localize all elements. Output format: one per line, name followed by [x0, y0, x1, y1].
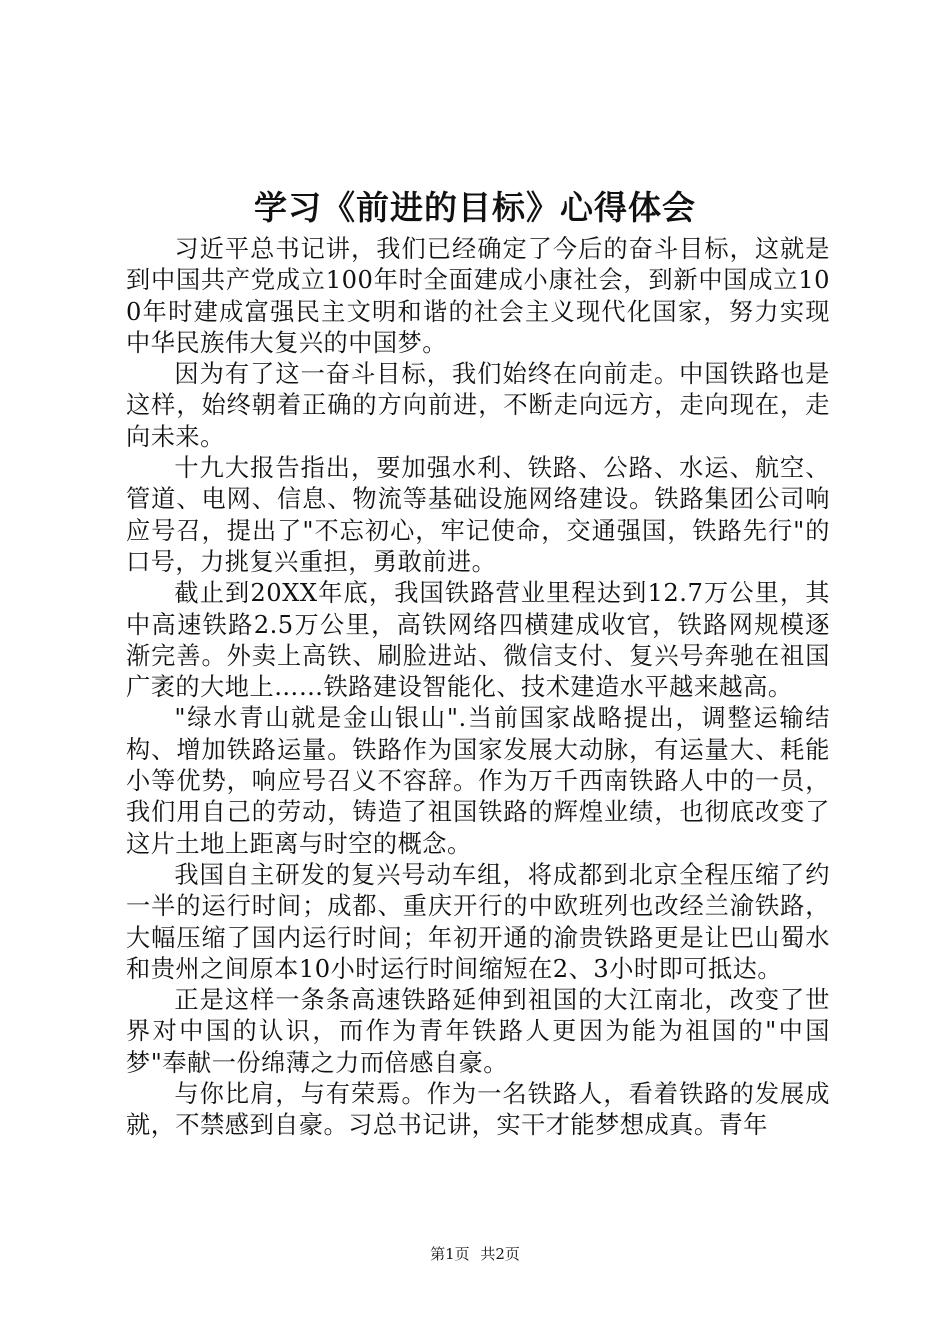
- paragraph: 习近平总书记讲，我们已经确定了今后的奋斗目标，这就是到中国共产党成立100年时全面建成小康社会，到新中国成立100年时建成富强民主文明和谐的社会主义现代化国家，努力实现中华民族伟大复兴的中国梦。: [126, 235, 830, 357]
- document-body: [126, 234, 830, 1142]
- paragraph: 截止到20XX年底，我国铁路营业里程达到12.7万公里，其中高速铁路2.5万公里，高铁网络四横建成收官，铁路网规模逐渐完善。外卖上高铁、刷脸进站、微信支付、复兴号奔驰在祖国广袤的大地上……铁路建设智能化、技术建造水平越来越高。: [126, 579, 830, 702]
- document-title: 学习《前进的目标》心得体会: [254, 188, 696, 227]
- paragraph: 与你比肩，与有荣焉。作为一名铁路人，看着铁路的发展成就，不禁感到自豪。习总书记讲，实干才能梦想成真。青年: [126, 1080, 830, 1140]
- page-footer: [0, 1244, 950, 1264]
- page-number-current: 第1页: [430, 1245, 470, 1263]
- page-number-total: 共2页: [480, 1245, 520, 1263]
- paragraph: "绿水青山就是金山银山".当前国家战略提出，调整运输结构、增加铁路运量。铁路作为国家发展大动脉，有运量大、耗能小等优势，响应号召义不容辞。作为万千西南铁路人中的一员，我们用自己的劳动，铸造了祖国铁路的辉煌业绩，也彻底改变了这片土地上距离与时空的概念。: [126, 704, 830, 858]
- paragraph: 正是这样一条条高速铁路延伸到祖国的大江南北，改变了世界对中国的认识，而作为青年铁路人更因为能为祖国的"中国梦"奉献一份绵薄之力而倍感自豪。: [126, 986, 830, 1077]
- paragraph: 十九大报告指出，要加强水利、铁路、公路、水运、航空、管道、电网、信息、物流等基础设施网络建设。铁路集团公司响应号召，提出了"不忘初心，牢记使命，交通强国，铁路先行"的口号，力挑复兴重担，勇敢前进。: [126, 454, 830, 576]
- paragraph: 我国自主研发的复兴号动车组，将成都到北京全程压缩了约一半的运行时间；成都、重庆开行的中欧班列也改经兰渝铁路，大幅压缩了国内运行时间；年初开通的渝贵铁路更是让巴山蜀水和贵州之间原本10小时运行时间缩短在2、3小时即可抵达。: [126, 860, 830, 983]
- paragraph: 因为有了这一奋斗目标，我们始终在向前走。中国铁路也是这样，始终朝着正确的方向前进，不断走向远方，走向现在，走向未来。: [126, 360, 830, 451]
